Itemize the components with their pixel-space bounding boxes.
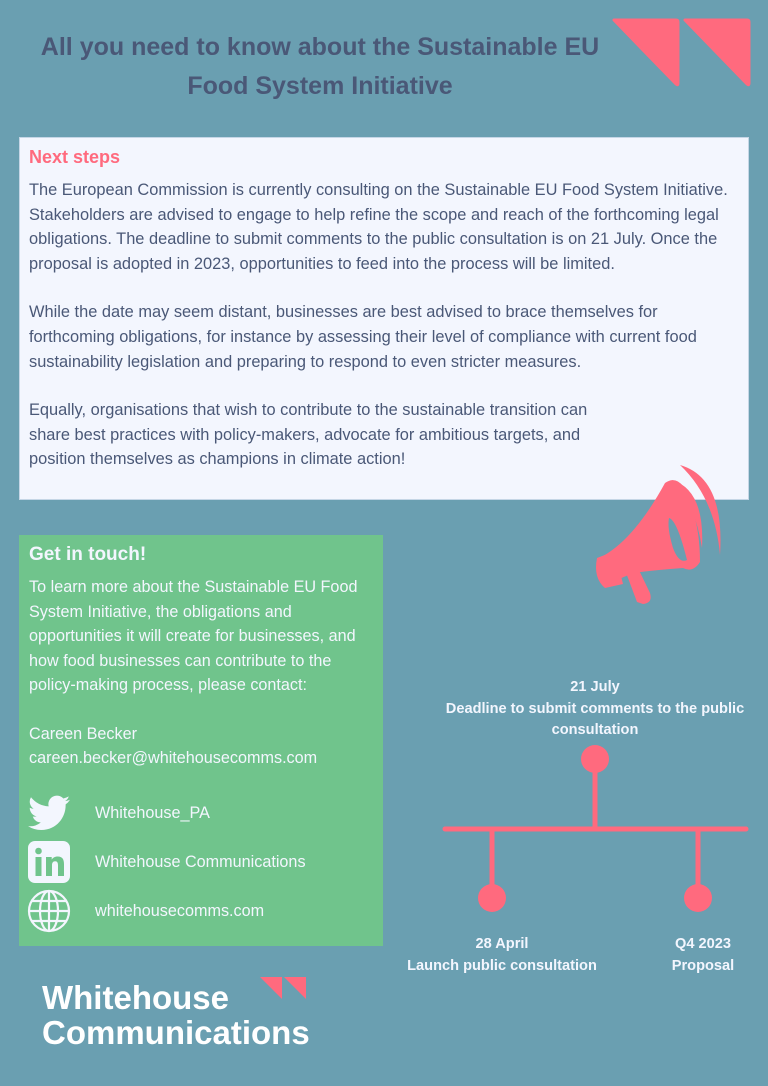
twitter-label: Whitehouse_PA [95, 803, 210, 822]
contact-name: Careen Becker [29, 724, 137, 743]
logo-line-1: Whitehouse [42, 979, 229, 1016]
next-steps-heading: Next steps [29, 147, 121, 167]
next-steps-paragraph: While the date may seem distant, businesses are best advised to brace themselves for forthcoming obligations, for instance by assessing their level of compliance with current food sustainability legislation and preparing to respond to even stricter measures. [29, 303, 697, 371]
timeline-date: 28 April [475, 936, 529, 952]
timeline-node-28-april [478, 884, 506, 912]
timeline-description: Proposal [671, 957, 735, 974]
timeline-date: Q4 2023 [675, 936, 731, 952]
contact-heading: Get in touch! [29, 544, 147, 565]
timeline-description: Launch public consultation [407, 957, 597, 974]
logo-quote-icon [258, 975, 308, 1001]
timeline-event-left [392, 934, 612, 977]
next-steps-paragraph: Equally, organisations that wish to contribute to the sustainable transition can share best practices with policy-makers, advocate for ambitious targets, and position themselves as champions in climate action! [29, 401, 588, 469]
page-title-line-1: All you need to know about the Sustainable EU [40, 33, 600, 61]
linkedin-label: Whitehouse Communications [95, 852, 306, 871]
contact-email[interactable]: careen.becker@whitehousecomms.com [29, 749, 318, 767]
contact-intro: To learn more about the Sustainable EU Food System Initiative, the obligations and opportunities it will create for businesses, and how food businesses can contribute to the policy-making process, please contact: [29, 578, 358, 694]
timeline-date: 21 July [570, 679, 620, 695]
timeline-event-right [653, 934, 753, 977]
website-label: whitehousecomms.com [95, 901, 265, 920]
timeline-description: Deadline to submit comments to the public consultation [445, 700, 745, 738]
logo-line-2: Communications [42, 1014, 310, 1051]
next-steps-paragraph: The European Commission is currently consulting on the Sustainable EU Food System Initiative. Stakeholders are advised to engage to help refine the scope and reach of the forthcoming legal obligations. The deadline to submit comments to the public consultation is on 21 July. Once the proposal is adopted in 2023, opportunities to feed into the process will be limited. [29, 181, 728, 273]
timeline-node-21-july [581, 745, 609, 773]
page-title-line-2: Food System Initiative [187, 72, 453, 100]
timeline-node-q4-2023 [684, 884, 712, 912]
